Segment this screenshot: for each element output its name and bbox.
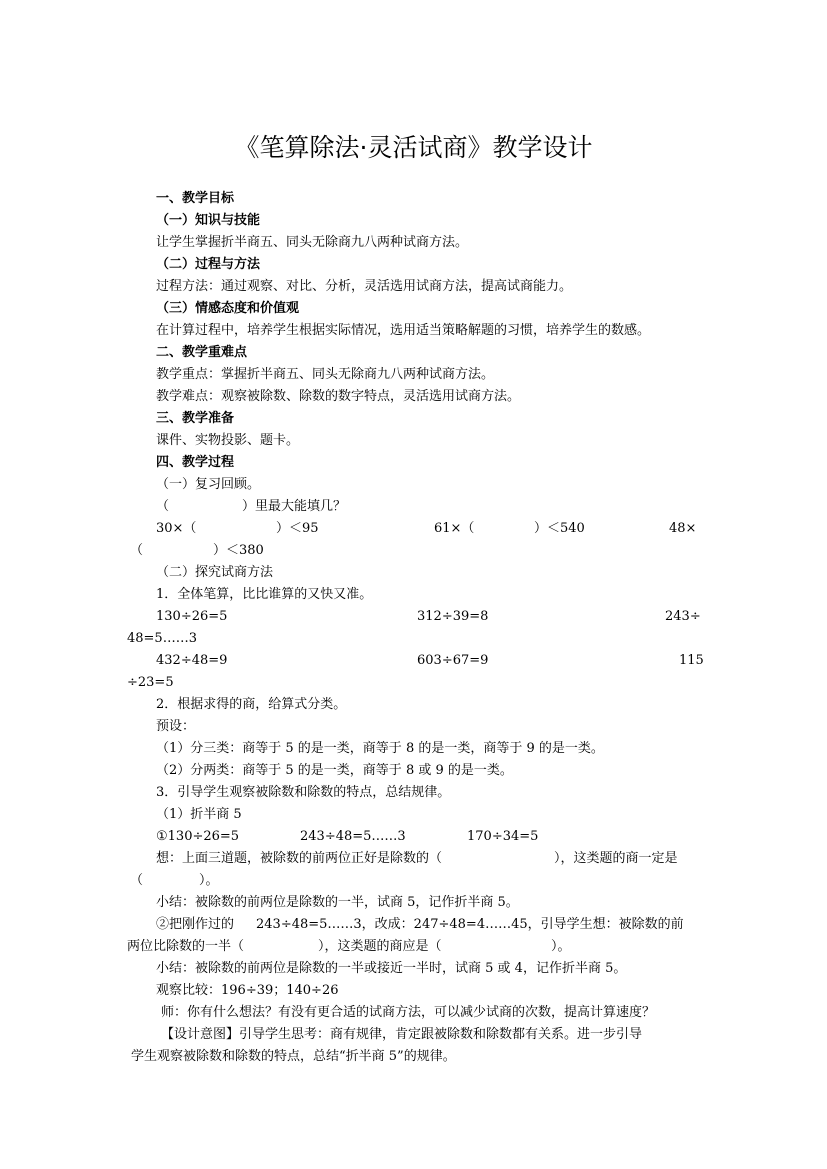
exercise-3c: ）＜380 [213,543,264,558]
subsection-1a-heading: （一）知识与技能 [156,213,261,228]
example-c: 170÷34=5 [467,829,539,844]
section-3-heading: 三、教学准备 [156,411,235,426]
think-blank-close: ）。 [199,873,219,888]
example-a: ①130÷26=5 [156,829,240,844]
paragraph: 课件、实物投影、题卡。 [156,433,300,448]
calc-2: 312÷39=8 [417,609,489,624]
section-1-heading: 一、教学目标 [156,191,235,206]
paragraph: 教学难点：观察被除数、除数的数字特点，灵活选用试商方法。 [156,389,521,404]
calc-4: 432÷48=9 [156,653,228,668]
calc-3b: 48=5……3 [127,631,197,646]
paragraph: 预设： [156,719,196,734]
paragraph: 3．引导学生观察被除数和除数的特点，总结规律。 [156,785,451,800]
think-blank-open: （ [130,873,144,888]
paragraph: ）。 [551,939,571,954]
think-text-end: ），这类题的商一定是 [554,851,678,866]
paragraph: （1）折半商 5 [156,807,242,822]
subsection-1b-heading: （二）过程与方法 [156,257,261,272]
paragraph: 小结：被除数的前两位是除数的一半或接近一半时，试商 5 或 4，记作折半商 5。 [156,961,627,976]
calc-6a: 115 [679,653,704,668]
paragraph: 243÷48=5……3，改成：247÷48=4……45，引导学生想：被除数的前 [256,917,684,932]
calc-6b: ÷23=5 [127,675,174,690]
page-title: 《笔算除法·灵活试商》教学设计 [234,133,593,162]
paragraph: （二）探究试商方法 [156,565,274,580]
paragraph: 教学重点：掌握折半商五、同头无除商九八两种试商方法。 [156,367,495,382]
paragraph: 1．全体笔算，比比谁算的又快又准。 [156,587,373,602]
paragraph: 观察比较：196÷39；140÷26 [156,983,339,998]
paragraph: 2．根据求得的商，给算式分类。 [156,697,347,712]
exercise-2b: ）＜540 [534,521,585,536]
section-2-heading: 二、教学重难点 [156,345,248,360]
calc-1: 130÷26=5 [156,609,228,624]
paragraph: 在计算过程中，培养学生根据实际情况，选用适当策略解题的习惯，培养学生的数感。 [156,323,651,338]
exercise-2a: 61×（ [434,521,475,536]
paragraph: 过程方法：通过观察、对比、分析，灵活选用试商方法，提高试商能力。 [156,279,573,294]
calc-3a: 243÷ [665,609,701,624]
calc-5: 603÷67=9 [417,653,489,668]
paragraph: 小结：被除数的前两位是除数的一半，试商 5，记作折半商 5。 [156,895,519,910]
example-b: 243÷48=5……3 [300,829,406,844]
paragraph: 【设计意图】引导学生思考：商有规律，肯定跟被除数和除数都有关系。进一步引导 [161,1027,643,1042]
section-4-heading: 四、教学过程 [156,455,235,470]
exercise-1b: ）＜95 [276,521,319,536]
paragraph: （2）分两类：商等于 5 的是一类，商等于 8 或 9 的是一类。 [156,763,513,778]
paragraph: 学生观察被除数和除数的特点，总结“折半商 5”的规律。 [131,1049,456,1064]
fill-blank-open: （ [156,499,170,514]
exercise-3a: 48× [669,521,697,536]
paragraph: 两位比除数的一半（ [127,939,245,954]
exercise-3b: （ [130,543,144,558]
exercise-1a: 30×（ [156,521,197,536]
paragraph: （1）分三类：商等于 5 的是一类，商等于 8 的是一类，商等于 9 的是一类。 [156,741,604,756]
paragraph: ②把刚作过的 [156,917,235,932]
paragraph: ），这类题的商应是（ [318,939,442,954]
paragraph: 让学生掌握折半商五、同头无除商九八两种试商方法。 [156,235,469,250]
think-text: 想：上面三道题，被除数的前两位正好是除数的（ [156,851,443,866]
paragraph: 师：你有什么想法？有没有更合适的试商方法，可以减少试商的次数，提高计算速度？ [161,1005,656,1020]
subsection-1c-heading: （三）情感态度和价值观 [156,301,300,316]
fill-blank-question: ）里最大能填几？ [242,499,347,514]
paragraph: （一）复习回顾。 [156,477,261,492]
